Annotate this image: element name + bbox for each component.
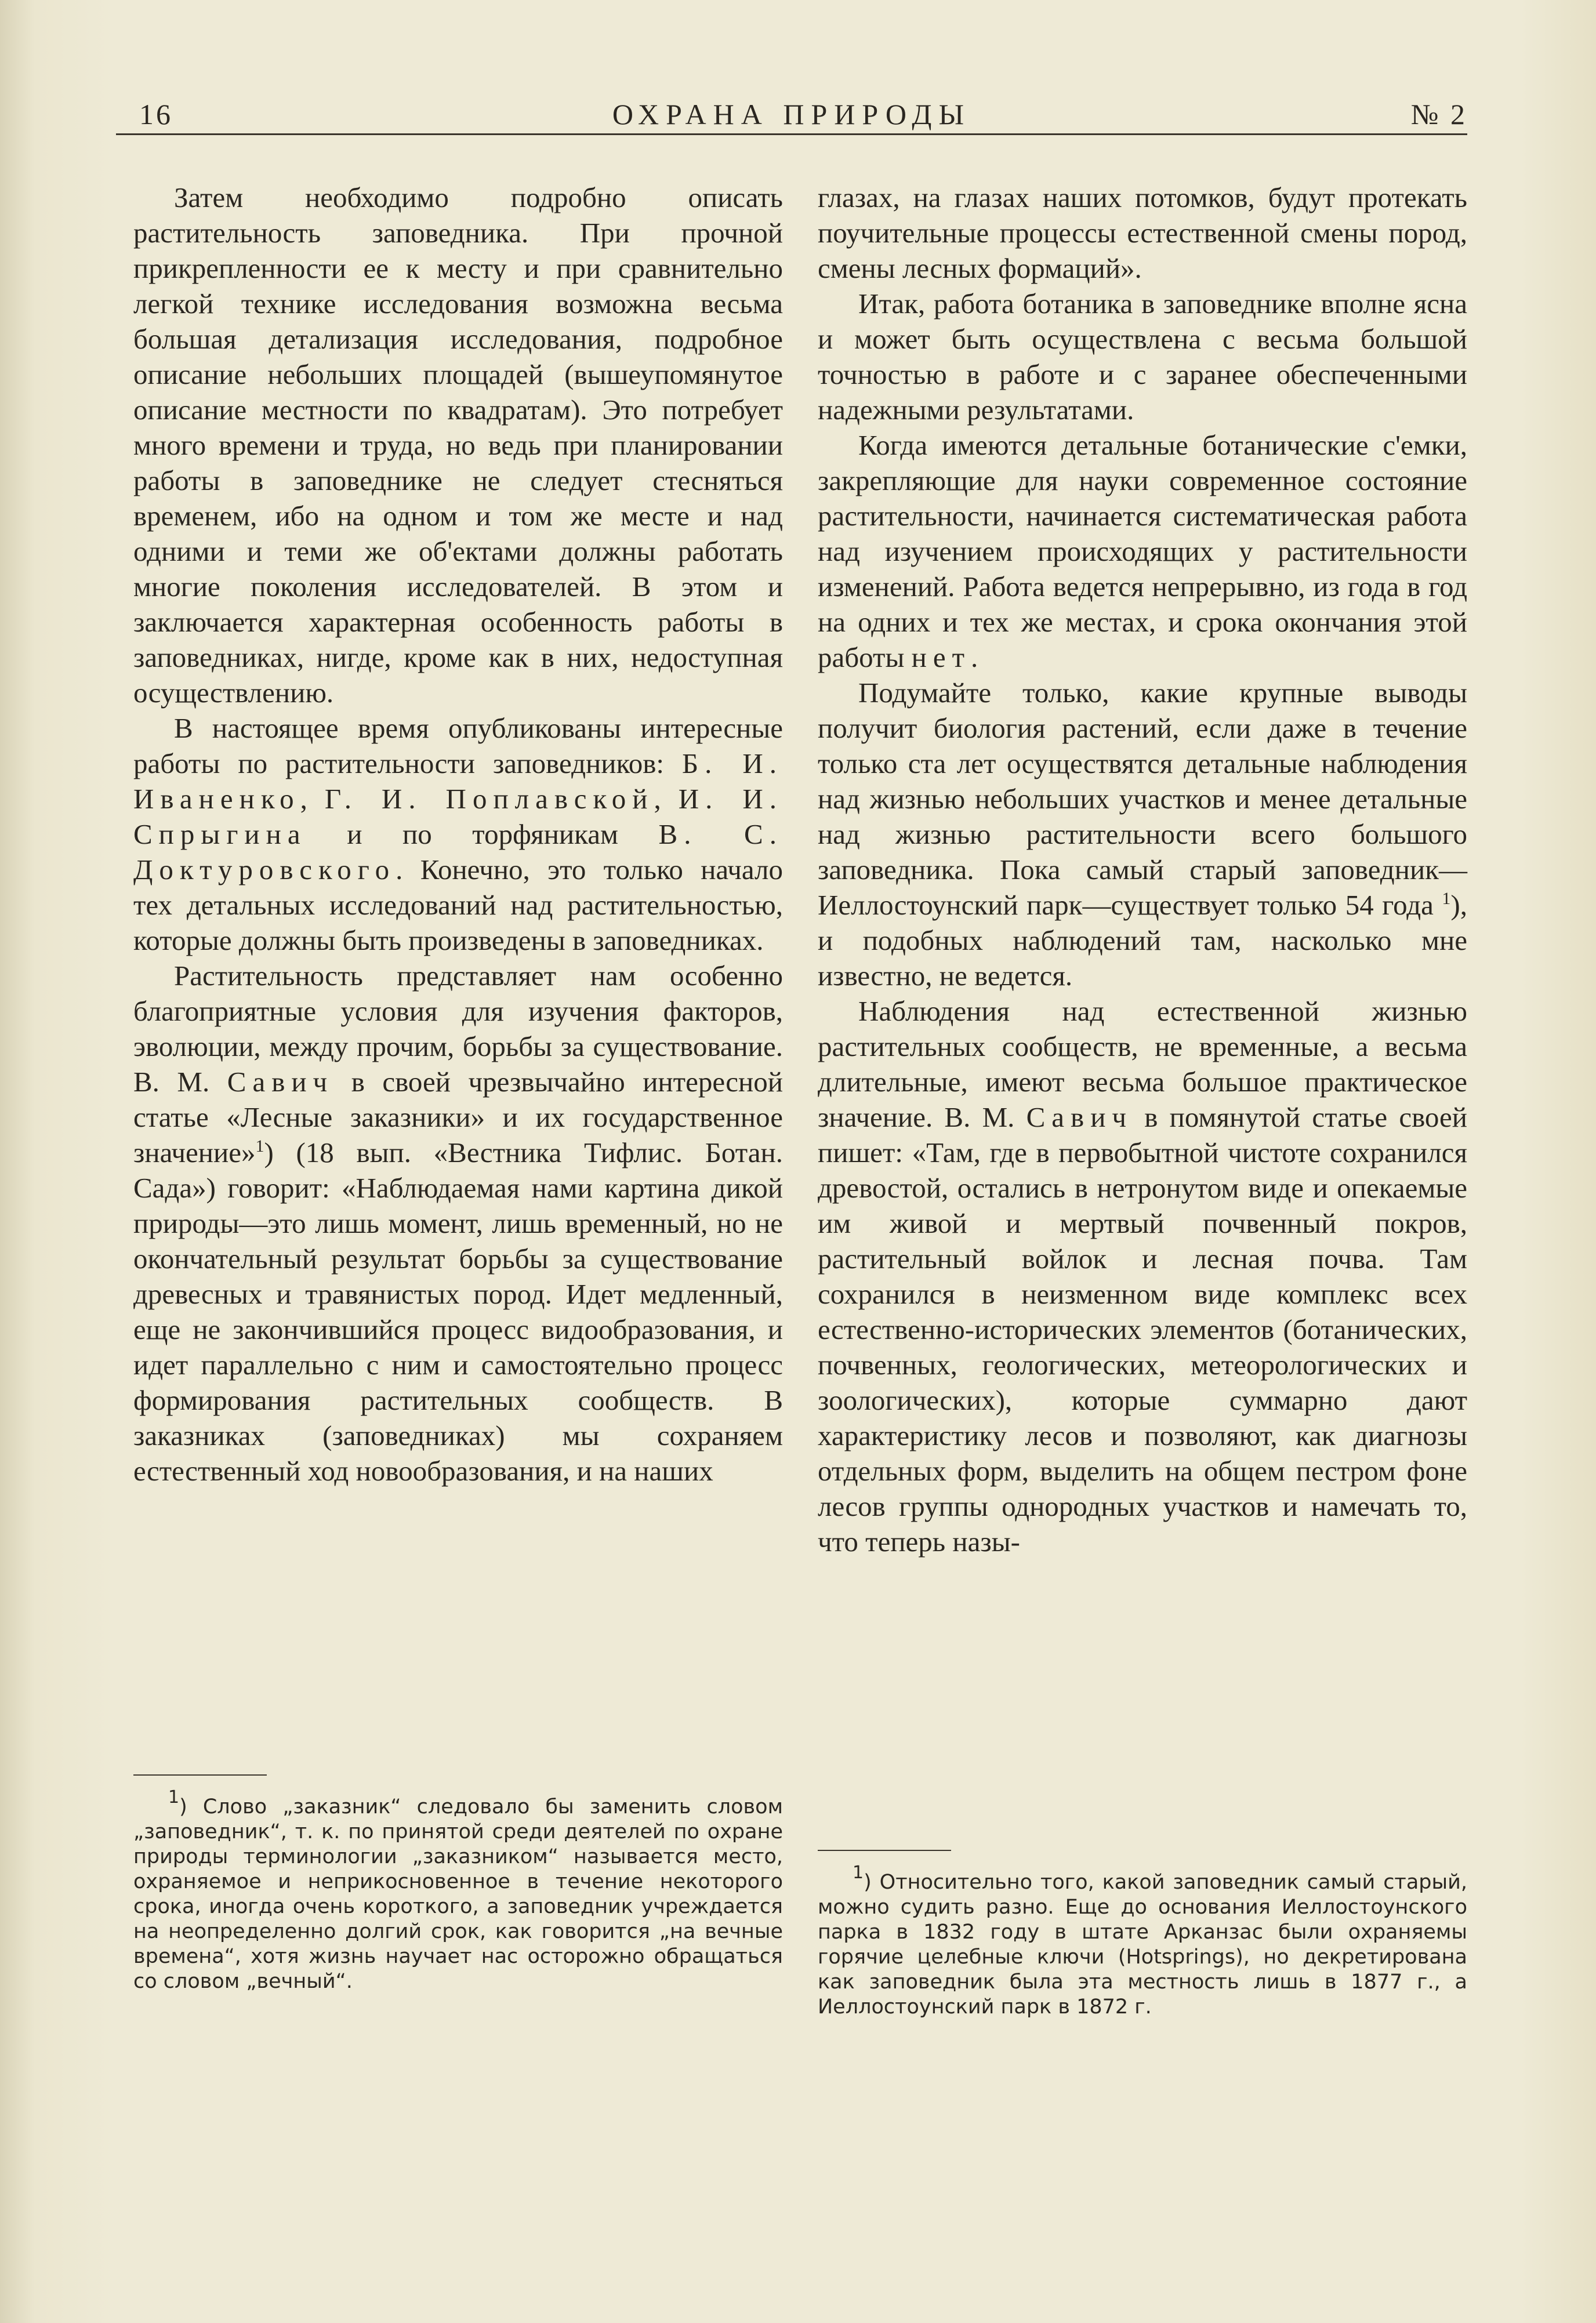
paragraph-text: Когда имеются детальные ботанические с'емки, закрепляющие для науки современное состояние растительности, начинается систематическая работа над изучением происходящих у растительности изменений. Работа ведется непрерывно, из года в год на одних и тех же местах, и срока окончания этой работы [818, 429, 1467, 673]
paragraph [133, 710, 783, 958]
paragraph-text: , [654, 783, 679, 815]
paragraph-text: Итак, работа ботаника в заповеднике вполне ясна и может быть осуществлена с весьма большой точностью в работе и с заранее обеспеченными надежными результатами. [818, 288, 1467, 426]
paragraph [133, 180, 783, 710]
paragraph-text: ), и подобных наблюдений там, насколько мне известно, не ведется. [818, 889, 1467, 992]
paragraph-text: ) (18 вып. «Вестника Тифлис. Ботан. Сада») говорит: «Наблюдаемая нами картина дикой природы—это лишь момент, лишь временный, но не окончательный результат борьбы за существование древесных и травянистых пород. Идет медленный, еще не закончившийся процесс видообразования, и идет параллельно с ним и самостоятельно процесс формирования растительных сообществ. В заказниках (заповедниках) мы сохраняем естественный ход новообразования, и на наших [133, 1137, 783, 1487]
footnote-text [818, 1863, 1467, 2020]
paragraph-text: глазах, на глазах наших потомков, будут протекать поучительные процессы естественной смены пород, смены лесных формаций». [818, 182, 1467, 284]
page-number: 16 [139, 98, 173, 130]
footnote-rule [818, 1850, 951, 1851]
footnote-body: ) Слово „заказник“ следовало бы заменить словом „заповедник“, т. к. по принятой среди деятелей по охране природы терминологии „заказником“ называется место, охраняемое и неприкосновенное в течение некоторого срока, иногда очень короткого, а заповедник учреждается на неопределенно долгий срок, как говорится „на вечные времена“, хотя жизнь научает нас осторожно обращаться со словом „вечный“. [133, 1795, 783, 1993]
paragraph-text: В настоящее время опубликованы интересные работы по растительности заповедников: [133, 712, 783, 779]
paragraph-text: Растительность представляет нам особенно благоприятные условия для изучения факторов, эволюции, между прочим, борьбы за существование. В. М. [133, 960, 783, 1098]
footnote-marker: 1 [255, 1137, 264, 1156]
header-rule [116, 133, 1467, 135]
paragraph-text: Подумайте только, какие крупные выводы получит биология растений, если даже в течение только ста лет осуществятся детальные наблюдения над жизнью небольших участков и менее детальные над жизнью растительности всего большого заповедника. Пока самый старый заповедник—Иеллостоунский парк—существует только 54 года [818, 677, 1467, 921]
paragraph-text: Наблюдения над естественной жизнью растительных сообществ, не временные, а весьма длительные, имеют весьма большое практическое значение. В. М. [818, 995, 1467, 1133]
paragraph [818, 427, 1467, 675]
paragraph [818, 180, 1467, 286]
footnote-body: ) Относительно того, какой заповедник самый старый, можно судить разно. Еще до основания Иеллостоунского парка в 1832 году в штате Арканзас были охраняемы горячие целебные ключи (Hotsprings), но декретирована как заповедник была эта местность лишь в 1877 г., а Иеллостоунский парк в 1872 г. [818, 1871, 1467, 2019]
paragraph [818, 675, 1467, 993]
issue-number: № 2 [1410, 98, 1467, 130]
paragraph [818, 286, 1467, 427]
footnote-marker: 1 [853, 1863, 864, 1883]
paragraph-text: и по торфяникам [306, 818, 659, 850]
paragraph [133, 958, 783, 1489]
author-name: И. И. Спрыгина [133, 783, 784, 850]
paragraph-text: в помянутой статье своей пишет: «Там, где в первобытной чистоте сохранился древостой, остались в нетронутом виде и опекаемые им живой и мертвый почвенный покров, растительный войлок и лесная почва. Там сохранился в неизменном виде комплекс всех естественно-исторических элементов (ботанических, почвенных, геологических, метеорологических и зоологических), которые суммарно дают характеристику лесов и позволяют, как диагнозы отдельных форм, выделить на общем пестром фоне лесов группы однородных участков и намечать то, что теперь назы- [818, 1101, 1467, 1558]
paragraph [818, 993, 1467, 1559]
author-name: Б. И. Иваненко [133, 747, 783, 815]
footnote-marker: 1 [168, 1787, 180, 1807]
author-name: В. С. Доктуровского [133, 818, 783, 885]
paragraph-text: Затем необходимо подробно описать растительность заповедника. При прочной прикрепленности ее к месту и при сравнительно легкой технике исследования возможна весьма большая детализация исследования, подробное описание небольших площадей (вышеупомянутое описание местности по квадратам). Это потребует много времени и труда, но ведь при планировании работы в заповеднике не следует стесняться временем, ибо на одном и том же месте и над одними и теми же об'ектами должны работать многие поколения исследователей. В этом и заключается характерная особенность работы в заповедниках, нигде, кроме как в них, недоступная осуществлению. [133, 182, 783, 709]
paragraph-text: . [971, 641, 978, 673]
paragraph-text: , [300, 783, 325, 815]
emphasized-word: нет [911, 641, 971, 673]
right-column [818, 180, 1467, 1559]
author-name: Савич [227, 1066, 334, 1098]
author-name: Г. И. Поплавской [324, 783, 654, 815]
left-footnote [133, 1787, 783, 1994]
author-name: Савич [1026, 1101, 1133, 1133]
paragraph-text: . Конечно, это только начало тех детальных исследований над растительностью, которые должны быть произведены в заповедниках. [133, 854, 783, 956]
running-header [116, 97, 1467, 138]
footnote-marker: 1 [1442, 889, 1451, 908]
journal-title: ОХРАНА ПРИРОДЫ [612, 98, 971, 130]
footnote-rule [133, 1774, 267, 1776]
footnote-text [133, 1787, 783, 1994]
paragraph-text: в своей чрезвычайно интересной статье «Лесные заказники» и их государственное значение» [133, 1066, 783, 1168]
left-column [133, 180, 783, 1489]
right-footnote [818, 1863, 1467, 2020]
